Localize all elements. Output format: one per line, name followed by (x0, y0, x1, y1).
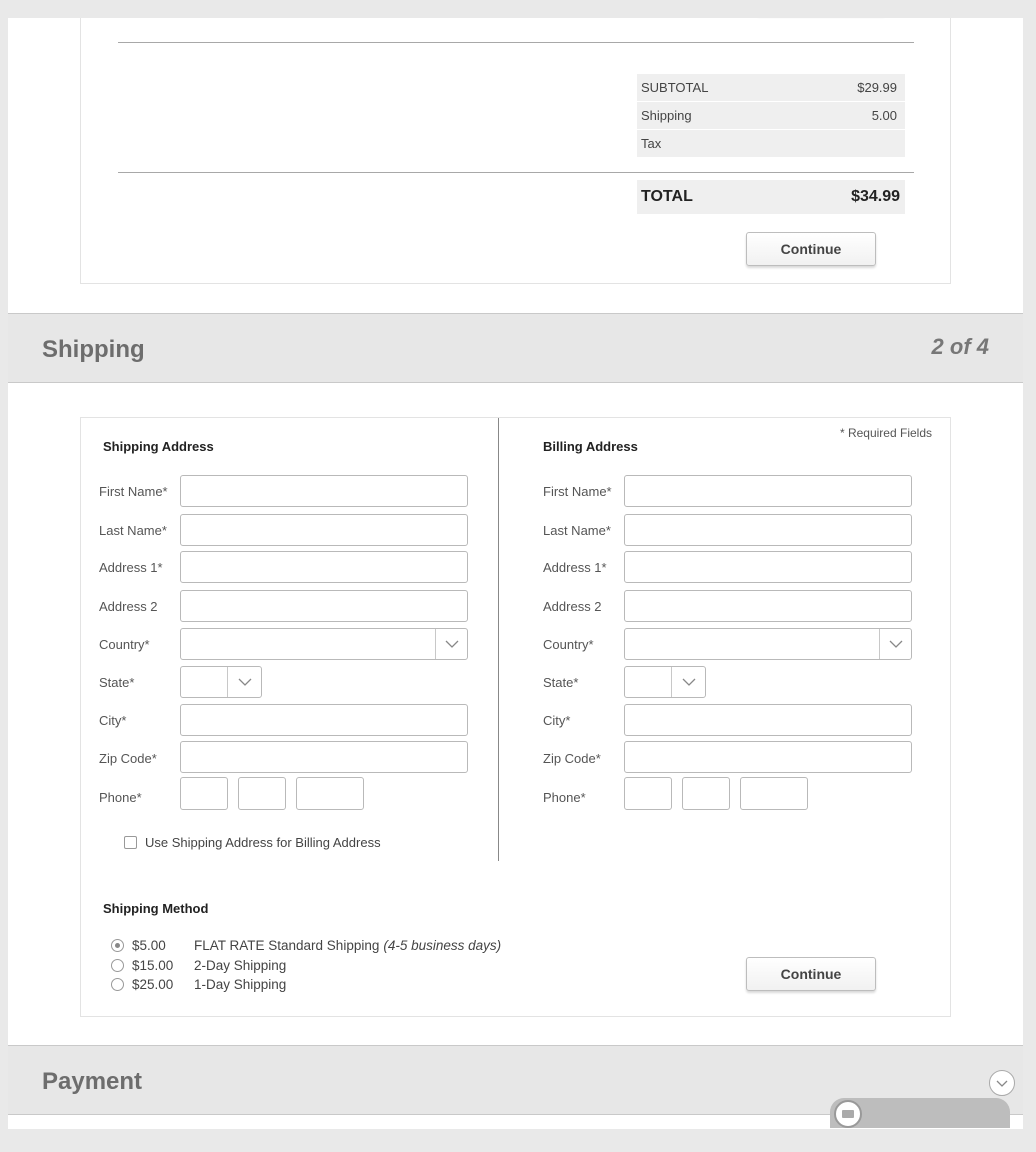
shipping-option-price: $25.00 (132, 977, 174, 993)
shipping-cost-label: Shipping (641, 108, 692, 123)
chevron-down-circle-icon[interactable] (989, 1070, 1015, 1096)
order-summary-card (80, 18, 951, 284)
section-title: Shipping (42, 336, 145, 363)
use-shipping-for-billing-checkbox[interactable] (124, 836, 137, 849)
cart-continue-button[interactable]: Continue (746, 232, 876, 266)
shipping-address2-input[interactable] (180, 590, 468, 622)
city-label: City* (543, 713, 571, 728)
country-label: Country* (543, 637, 594, 652)
billing-zip-input[interactable] (624, 741, 912, 773)
tax-label: Tax (641, 136, 662, 151)
zip-label: Zip Code* (99, 751, 157, 766)
address2-label: Address 2 (99, 599, 158, 614)
shipping-country-select[interactable] (180, 628, 468, 660)
shipping-phone-prefix-input[interactable] (238, 777, 286, 810)
phone-label: Phone* (543, 790, 586, 805)
billing-city-input[interactable] (624, 704, 912, 736)
total-label: TOTAL (641, 188, 693, 205)
radio-selected-dot (115, 943, 120, 948)
billing-phone-line-input[interactable] (740, 777, 808, 810)
last-name-label: Last Name* (543, 523, 611, 538)
required-fields-note: * Required Fields (839, 426, 932, 440)
shipping-city-input[interactable] (180, 704, 468, 736)
shipping-cost-row (637, 102, 905, 130)
shipping-option-name: 1-Day Shipping (194, 977, 287, 993)
chat-icon[interactable] (834, 1100, 862, 1128)
column-divider (498, 418, 499, 861)
subtotal-label: SUBTOTAL (641, 80, 709, 95)
shipping-option-price: $15.00 (132, 957, 174, 973)
divider (118, 42, 914, 43)
shipping-option-name: 2-Day Shipping (194, 957, 287, 973)
section-title: Payment (42, 1068, 143, 1095)
shipping-continue-button[interactable]: Continue (746, 957, 876, 991)
shipping-form-card (80, 417, 951, 1017)
billing-country-select[interactable] (624, 628, 912, 660)
shipping-last-name-input[interactable] (180, 514, 468, 546)
total-value: $34.99 (851, 188, 900, 205)
country-label: Country* (99, 637, 150, 652)
first-name-label: First Name* (543, 484, 612, 499)
step-indicator: 2 of 4 (931, 334, 989, 359)
shipping-option-name: FLAT RATE Standard Shipping (194, 938, 380, 954)
address1-label: Address 1* (543, 560, 607, 575)
shipping-option-radio[interactable] (111, 939, 124, 952)
chevron-down-icon (879, 629, 911, 659)
shipping-zip-input[interactable] (180, 741, 468, 773)
billing-address1-input[interactable] (624, 551, 912, 583)
last-name-label: Last Name* (99, 523, 167, 538)
shipping-option-price: $5.00 (132, 938, 166, 954)
address1-label: Address 1* (99, 560, 163, 575)
shipping-option-radio[interactable] (111, 978, 124, 991)
shipping-option-2day[interactable] (111, 956, 501, 976)
floating-chat-widget[interactable] (830, 1098, 1010, 1128)
use-shipping-for-billing[interactable] (124, 835, 381, 850)
shipping-method-heading: Shipping Method (103, 901, 209, 916)
totals-table (637, 74, 905, 158)
billing-address2-input[interactable] (624, 590, 912, 622)
billing-last-name-input[interactable] (624, 514, 912, 546)
chevron-down-icon (435, 629, 467, 659)
shipping-option-standard[interactable] (111, 936, 501, 956)
shipping-address-heading: Shipping Address (103, 439, 214, 454)
subtotal-value: $29.99 (857, 80, 897, 95)
billing-phone-prefix-input[interactable] (682, 777, 730, 810)
subtotal-row (637, 74, 905, 102)
state-label: State* (543, 675, 579, 690)
shipping-option-1day[interactable] (111, 975, 501, 995)
billing-address-heading: Billing Address (543, 439, 638, 454)
total-row (637, 180, 905, 214)
use-shipping-for-billing-label: Use Shipping Address for Billing Address (145, 835, 381, 850)
shipping-method-options (111, 936, 501, 995)
shipping-option-radio[interactable] (111, 959, 124, 972)
tax-row (637, 130, 905, 158)
shipping-state-select[interactable] (180, 666, 262, 698)
shipping-section-header[interactable] (8, 313, 1023, 383)
divider (118, 172, 914, 173)
shipping-cost-value: 5.00 (871, 108, 897, 123)
billing-phone-area-input[interactable] (624, 777, 672, 810)
billing-first-name-input[interactable] (624, 475, 912, 507)
shipping-address1-input[interactable] (180, 551, 468, 583)
state-label: State* (99, 675, 135, 690)
checkout-page (8, 18, 1023, 1129)
chevron-down-icon (671, 667, 705, 697)
billing-state-select[interactable] (624, 666, 706, 698)
chevron-down-icon (227, 667, 261, 697)
phone-label: Phone* (99, 790, 142, 805)
first-name-label: First Name* (99, 484, 168, 499)
shipping-phone-area-input[interactable] (180, 777, 228, 810)
shipping-phone-line-input[interactable] (296, 777, 364, 810)
address2-label: Address 2 (543, 599, 602, 614)
zip-label: Zip Code* (543, 751, 601, 766)
city-label: City* (99, 713, 127, 728)
shipping-first-name-input[interactable] (180, 475, 468, 507)
shipping-option-note: (4-5 business days) (383, 938, 502, 954)
